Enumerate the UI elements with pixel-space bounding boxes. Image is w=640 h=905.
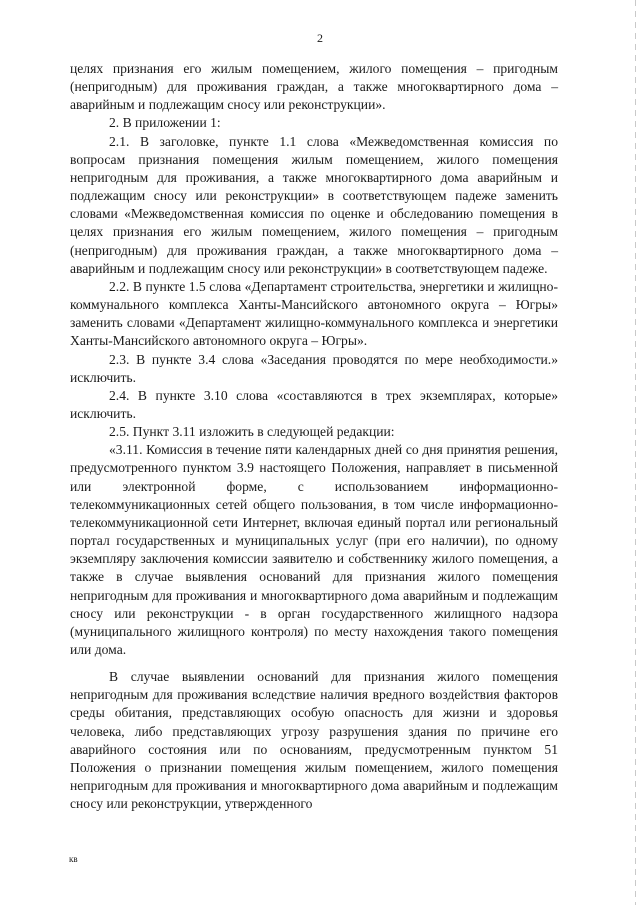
paragraph-continuation: целях признания его жилым помещением, жилого помещения – пригодным (непригодным) для проживания граждан, а также многоквартирного дома – аварийным и подлежащим сносу или реконструкции».	[70, 61, 558, 113]
scan-edge-line	[635, 0, 636, 905]
paragraph-2-5: 2.5. Пункт 3.11 изложить в следующей редакции:	[109, 424, 395, 440]
paragraph-3-11: «3.11. Комиссия в течение пяти календарных дней со дня принятия решения, предусмотренного пунктом 3.9 настоящего Положения, направляет в письменной или электронной форме, с использованием информационно-телекоммуникационных сетей общего пользования, в том числе информационно-телекоммуникационной сети Интернет, включая единый портал или региональный портал государственных и муниципальных услуг (при его наличии), по одному экземпляру заключения комиссии заявителю и собственнику жилого помещения, а также в случае выявления оснований для признания жилого помещения непригодным для проживания и многоквартирного дома аварийным и подлежащим сносу или реконструкции - в орган государственного жилищного надзора (муниципального жилищного контроля) по месту нахождения такого помещения или дома.	[70, 442, 558, 657]
footer-code: кв	[69, 854, 78, 864]
document-body	[70, 60, 558, 813]
paragraph-appendix-heading: 2. В приложении 1:	[109, 115, 221, 131]
paragraph-2-3: 2.3. В пункте 3.4 слова «Заседания проводятся по мере необходимости.» исключить.	[70, 351, 558, 385]
paragraph-2-4: 2.4. В пункте 3.10 слова «составляются в трех экземплярах, которые» исключить.	[70, 387, 558, 421]
page-number: 2	[317, 31, 323, 45]
paragraph-case-detection: В случае выявлении оснований для признания жилого помещения непригодным для проживания вследствие наличия вредного воздействия факторов среды обитания, представляющих особую опасность для жизни и здоровья человека, либо представляющих угрозу разрушения здания по причине его аварийного состояния или по основаниям, предусмотренным пунктом 51 Положения о признании помещения жилым помещением, жилого помещения непригодным для проживания и многоквартирного дома аварийным и подлежащим сносу или реконструкции, утвержденного	[70, 669, 558, 812]
paragraph-2-2: 2.2. В пункте 1.5 слова «Департамент строительства, энергетики и жилищно-коммунального комплекса Ханты-Мансийского автономного округа – Югры» заменить словами «Департамент жилищно-коммунального комплекса и энергетики Ханты-Мансийского автономного округа – Югры».	[70, 278, 558, 349]
paragraph-2-1: 2.1. В заголовке, пункте 1.1 слова «Межведомственная комиссия по вопросам признания помещения жилым помещением, жилого помещения непригодным для проживания, а также многоквартирного дома аварийным и подлежащим сносу или реконструкции» в соответствующем падеже заменить словами «Межведомственная комиссия по оценке и обследованию помещения в целях признания его жилым помещением, жилого помещения – пригодным (непригодным) для проживания граждан, а также многоквартирного дома – аварийным и подлежащим сносу или реконструкции» в соответствующем падеже.	[70, 133, 558, 276]
